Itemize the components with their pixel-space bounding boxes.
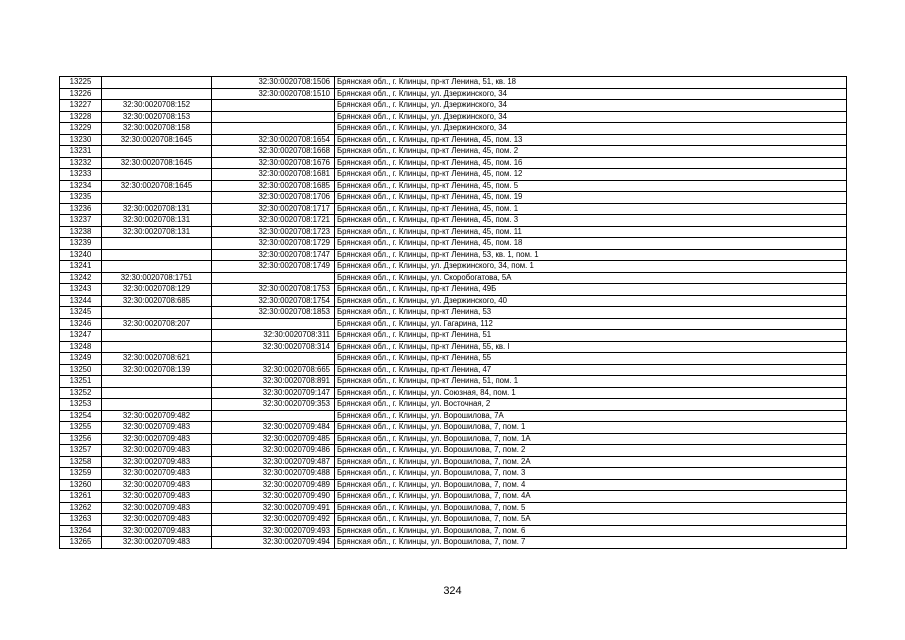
table-row bbox=[60, 123, 847, 135]
address-cell: Брянская обл., г. Клинцы, ул. Дзержинского, 34 bbox=[335, 123, 847, 135]
parent-cadastral-number-cell bbox=[102, 88, 212, 100]
table-row bbox=[60, 249, 847, 261]
table-body bbox=[60, 77, 847, 549]
parent-cadastral-number-cell: 32:30:0020708:129 bbox=[102, 284, 212, 296]
table-row bbox=[60, 479, 847, 491]
address-cell: Брянская обл., г. Клинцы, пр-кт Ленина, 55 bbox=[335, 353, 847, 365]
cadastral-number-cell: 32:30:0020709:485 bbox=[212, 433, 335, 445]
table-row bbox=[60, 525, 847, 537]
parent-cadastral-number-cell bbox=[102, 376, 212, 388]
address-cell: Брянская обл., г. Клинцы, пр-кт Ленина, 47 bbox=[335, 364, 847, 376]
table-row bbox=[60, 399, 847, 411]
address-cell: Брянская обл., г. Клинцы, пр-кт Ленина, 45, пом. 2 bbox=[335, 146, 847, 158]
parent-cadastral-number-cell: 32:30:0020708:1645 bbox=[102, 180, 212, 192]
row-number-cell: 13237 bbox=[60, 215, 102, 227]
address-cell: Брянская обл., г. Клинцы, пр-кт Ленина, 45, пом. 12 bbox=[335, 169, 847, 181]
page-number: 324 bbox=[443, 585, 462, 597]
cadastral-number-cell: 32:30:0020709:491 bbox=[212, 502, 335, 514]
cadastral-number-cell: 32:30:0020708:891 bbox=[212, 376, 335, 388]
parent-cadastral-number-cell: 32:30:0020708:131 bbox=[102, 215, 212, 227]
parent-cadastral-number-cell: 32:30:0020708:621 bbox=[102, 353, 212, 365]
parent-cadastral-number-cell: 32:30:0020709:483 bbox=[102, 422, 212, 434]
address-cell: Брянская обл., г. Клинцы, ул. Дзержинского, 34 bbox=[335, 100, 847, 112]
parent-cadastral-number-cell bbox=[102, 169, 212, 181]
row-number-cell: 13246 bbox=[60, 318, 102, 330]
cadastral-number-cell: 32:30:0020709:490 bbox=[212, 491, 335, 503]
table-row bbox=[60, 88, 847, 100]
parent-cadastral-number-cell: 32:30:0020709:483 bbox=[102, 433, 212, 445]
row-number-cell: 13260 bbox=[60, 479, 102, 491]
row-number-cell: 13229 bbox=[60, 123, 102, 135]
row-number-cell: 13264 bbox=[60, 525, 102, 537]
table-row bbox=[60, 514, 847, 526]
parent-cadastral-number-cell: 32:30:0020709:483 bbox=[102, 479, 212, 491]
parent-cadastral-number-cell: 32:30:0020709:483 bbox=[102, 456, 212, 468]
cadastral-number-cell: 32:30:0020708:1654 bbox=[212, 134, 335, 146]
address-cell: Брянская обл., г. Клинцы, пр-кт Ленина, 51, кв. 18 bbox=[335, 77, 847, 89]
parent-cadastral-number-cell: 32:30:0020709:483 bbox=[102, 514, 212, 526]
row-number-cell: 13234 bbox=[60, 180, 102, 192]
address-cell: Брянская обл., г. Клинцы, пр-кт Ленина, 45, пом. 3 bbox=[335, 215, 847, 227]
table-row bbox=[60, 330, 847, 342]
cadastral-number-cell: 32:30:0020708:1706 bbox=[212, 192, 335, 204]
table-row bbox=[60, 341, 847, 353]
cadastral-number-cell: 32:30:0020708:1506 bbox=[212, 77, 335, 89]
cadastral-number-cell: 32:30:0020708:1721 bbox=[212, 215, 335, 227]
row-number-cell: 13261 bbox=[60, 491, 102, 503]
parent-cadastral-number-cell: 32:30:0020708:158 bbox=[102, 123, 212, 135]
parent-cadastral-number-cell: 32:30:0020708:207 bbox=[102, 318, 212, 330]
address-cell: Брянская обл., г. Клинцы, пр-кт Ленина, 49Б bbox=[335, 284, 847, 296]
parent-cadastral-number-cell: 32:30:0020708:152 bbox=[102, 100, 212, 112]
row-number-cell: 13227 bbox=[60, 100, 102, 112]
cadastral-number-cell: 32:30:0020709:353 bbox=[212, 399, 335, 411]
address-cell: Брянская обл., г. Клинцы, ул. Дзержинского, 34 bbox=[335, 111, 847, 123]
table-row bbox=[60, 100, 847, 112]
table-row bbox=[60, 180, 847, 192]
parent-cadastral-number-cell: 32:30:0020708:131 bbox=[102, 226, 212, 238]
row-number-cell: 13250 bbox=[60, 364, 102, 376]
cadastral-number-cell: 32:30:0020708:1681 bbox=[212, 169, 335, 181]
row-number-cell: 13262 bbox=[60, 502, 102, 514]
parent-cadastral-number-cell bbox=[102, 146, 212, 158]
row-number-cell: 13230 bbox=[60, 134, 102, 146]
row-number-cell: 13239 bbox=[60, 238, 102, 250]
row-number-cell: 13226 bbox=[60, 88, 102, 100]
address-cell: Брянская обл., г. Клинцы, ул. Ворошилова, 7, пом. 2А bbox=[335, 456, 847, 468]
row-number-cell: 13257 bbox=[60, 445, 102, 457]
cadastral-number-cell: 32:30:0020709:493 bbox=[212, 525, 335, 537]
address-cell: Брянская обл., г. Клинцы, ул. Союзная, 84, пом. 1 bbox=[335, 387, 847, 399]
cadastral-number-cell bbox=[212, 123, 335, 135]
table-row bbox=[60, 295, 847, 307]
row-number-cell: 13265 bbox=[60, 537, 102, 549]
cadastral-number-cell bbox=[212, 353, 335, 365]
table-row bbox=[60, 272, 847, 284]
address-cell: Брянская обл., г. Клинцы, ул. Ворошилова, 7, пом. 7 bbox=[335, 537, 847, 549]
cadastral-number-cell bbox=[212, 100, 335, 112]
parent-cadastral-number-cell: 32:30:0020709:483 bbox=[102, 537, 212, 549]
row-number-cell: 13252 bbox=[60, 387, 102, 399]
table-row bbox=[60, 134, 847, 146]
address-cell: Брянская обл., г. Клинцы, ул. Ворошилова, 7, пом. 5 bbox=[335, 502, 847, 514]
address-cell: Брянская обл., г. Клинцы, пр-кт Ленина, 45, пом. 11 bbox=[335, 226, 847, 238]
parent-cadastral-number-cell: 32:30:0020708:153 bbox=[102, 111, 212, 123]
row-number-cell: 13233 bbox=[60, 169, 102, 181]
parent-cadastral-number-cell: 32:30:0020709:483 bbox=[102, 491, 212, 503]
row-number-cell: 13243 bbox=[60, 284, 102, 296]
table-row bbox=[60, 284, 847, 296]
address-cell: Брянская обл., г. Клинцы, пр-кт Ленина, 55, кв. I bbox=[335, 341, 847, 353]
table-row bbox=[60, 261, 847, 273]
row-number-cell: 13255 bbox=[60, 422, 102, 434]
table-row bbox=[60, 226, 847, 238]
parent-cadastral-number-cell: 32:30:0020708:139 bbox=[102, 364, 212, 376]
cadastral-number-cell: 32:30:0020708:1676 bbox=[212, 157, 335, 169]
parent-cadastral-number-cell bbox=[102, 192, 212, 204]
table-row bbox=[60, 387, 847, 399]
table-row bbox=[60, 410, 847, 422]
table-row bbox=[60, 215, 847, 227]
parent-cadastral-number-cell bbox=[102, 261, 212, 273]
parent-cadastral-number-cell: 32:30:0020709:483 bbox=[102, 502, 212, 514]
parent-cadastral-number-cell bbox=[102, 238, 212, 250]
table-row bbox=[60, 111, 847, 123]
address-cell: Брянская обл., г. Клинцы, ул. Дзержинского, 34 bbox=[335, 88, 847, 100]
address-cell: Брянская обл., г. Клинцы, пр-кт Ленина, 45, пом. 1 bbox=[335, 203, 847, 215]
cadastral-number-cell: 32:30:0020708:1685 bbox=[212, 180, 335, 192]
address-cell: Брянская обл., г. Клинцы, пр-кт Ленина, 45, пом. 13 bbox=[335, 134, 847, 146]
row-number-cell: 13248 bbox=[60, 341, 102, 353]
cadastral-number-cell: 32:30:0020708:1749 bbox=[212, 261, 335, 273]
row-number-cell: 13235 bbox=[60, 192, 102, 204]
cadastral-number-cell: 32:30:0020708:1717 bbox=[212, 203, 335, 215]
cadastral-number-cell bbox=[212, 111, 335, 123]
address-cell: Брянская обл., г. Клинцы, ул. Восточная, 2 bbox=[335, 399, 847, 411]
row-number-cell: 13259 bbox=[60, 468, 102, 480]
cadastral-number-cell: 32:30:0020708:1668 bbox=[212, 146, 335, 158]
table-row bbox=[60, 307, 847, 319]
row-number-cell: 13236 bbox=[60, 203, 102, 215]
cadastral-number-cell: 32:30:0020709:488 bbox=[212, 468, 335, 480]
cadastral-number-cell: 32:30:0020708:1510 bbox=[212, 88, 335, 100]
table-row bbox=[60, 203, 847, 215]
parent-cadastral-number-cell bbox=[102, 341, 212, 353]
table-row bbox=[60, 318, 847, 330]
address-cell: Брянская обл., г. Клинцы, пр-кт Ленина, 45, пом. 19 bbox=[335, 192, 847, 204]
row-number-cell: 13247 bbox=[60, 330, 102, 342]
table-row bbox=[60, 376, 847, 388]
cadastral-number-cell: 32:30:0020709:494 bbox=[212, 537, 335, 549]
parent-cadastral-number-cell: 32:30:0020708:1645 bbox=[102, 134, 212, 146]
address-cell: Брянская обл., г. Клинцы, ул. Ворошилова, 7А bbox=[335, 410, 847, 422]
cadastral-number-cell: 32:30:0020709:486 bbox=[212, 445, 335, 457]
parent-cadastral-number-cell bbox=[102, 249, 212, 261]
cadastral-number-cell: 32:30:0020709:487 bbox=[212, 456, 335, 468]
address-cell: Брянская обл., г. Клинцы, ул. Скоробогатова, 5А bbox=[335, 272, 847, 284]
address-cell: Брянская обл., г. Клинцы, ул. Ворошилова, 7, пом. 4 bbox=[335, 479, 847, 491]
row-number-cell: 13256 bbox=[60, 433, 102, 445]
parent-cadastral-number-cell bbox=[102, 330, 212, 342]
row-number-cell: 13232 bbox=[60, 157, 102, 169]
table-row bbox=[60, 433, 847, 445]
address-cell: Брянская обл., г. Клинцы, пр-кт Ленина, 45, пом. 16 bbox=[335, 157, 847, 169]
parent-cadastral-number-cell: 32:30:0020709:482 bbox=[102, 410, 212, 422]
row-number-cell: 13241 bbox=[60, 261, 102, 273]
row-number-cell: 13249 bbox=[60, 353, 102, 365]
address-cell: Брянская обл., г. Клинцы, пр-кт Ленина, 51 bbox=[335, 330, 847, 342]
address-cell: Брянская обл., г. Клинцы, ул. Ворошилова, 7, пом. 5А bbox=[335, 514, 847, 526]
cadastral-number-cell: 32:30:0020708:1729 bbox=[212, 238, 335, 250]
parent-cadastral-number-cell: 32:30:0020709:483 bbox=[102, 525, 212, 537]
table-row bbox=[60, 192, 847, 204]
cadastral-number-cell: 32:30:0020709:484 bbox=[212, 422, 335, 434]
row-number-cell: 13258 bbox=[60, 456, 102, 468]
address-cell: Брянская обл., г. Клинцы, пр-кт Ленина, 45, пом. 5 bbox=[335, 180, 847, 192]
address-cell: Брянская обл., г. Клинцы, пр-кт Ленина, 53 bbox=[335, 307, 847, 319]
parent-cadastral-number-cell bbox=[102, 387, 212, 399]
address-cell: Брянская обл., г. Клинцы, ул. Дзержинского, 34, пом. 1 bbox=[335, 261, 847, 273]
cadastral-number-cell: 32:30:0020708:1753 bbox=[212, 284, 335, 296]
table-row bbox=[60, 353, 847, 365]
row-number-cell: 13244 bbox=[60, 295, 102, 307]
parent-cadastral-number-cell: 32:30:0020708:1751 bbox=[102, 272, 212, 284]
parent-cadastral-number-cell: 32:30:0020708:1645 bbox=[102, 157, 212, 169]
address-cell: Брянская обл., г. Клинцы, ул. Гагарина, 112 bbox=[335, 318, 847, 330]
address-cell: Брянская обл., г. Клинцы, ул. Дзержинского, 40 bbox=[335, 295, 847, 307]
cadastral-number-cell bbox=[212, 410, 335, 422]
table-row bbox=[60, 491, 847, 503]
row-number-cell: 13253 bbox=[60, 399, 102, 411]
address-cell: Брянская обл., г. Клинцы, ул. Ворошилова, 7, пом. 2 bbox=[335, 445, 847, 457]
cadastral-number-cell: 32:30:0020708:311 bbox=[212, 330, 335, 342]
table-row bbox=[60, 468, 847, 480]
parent-cadastral-number-cell: 32:30:0020709:483 bbox=[102, 445, 212, 457]
table-row bbox=[60, 77, 847, 89]
cadastral-number-cell: 32:30:0020708:1754 bbox=[212, 295, 335, 307]
row-number-cell: 13240 bbox=[60, 249, 102, 261]
row-number-cell: 13228 bbox=[60, 111, 102, 123]
row-number-cell: 13245 bbox=[60, 307, 102, 319]
parent-cadastral-number-cell bbox=[102, 307, 212, 319]
address-cell: Брянская обл., г. Клинцы, пр-кт Ленина, 53, кв. 1, пом. 1 bbox=[335, 249, 847, 261]
cadastral-number-cell: 32:30:0020708:1747 bbox=[212, 249, 335, 261]
parent-cadastral-number-cell: 32:30:0020708:131 bbox=[102, 203, 212, 215]
table-row bbox=[60, 364, 847, 376]
row-number-cell: 13238 bbox=[60, 226, 102, 238]
parent-cadastral-number-cell bbox=[102, 77, 212, 89]
table-row bbox=[60, 157, 847, 169]
cadastral-number-cell: 32:30:0020708:1723 bbox=[212, 226, 335, 238]
parent-cadastral-number-cell: 32:30:0020708:685 bbox=[102, 295, 212, 307]
parent-cadastral-number-cell: 32:30:0020709:483 bbox=[102, 468, 212, 480]
cadastral-table bbox=[59, 76, 847, 549]
row-number-cell: 13251 bbox=[60, 376, 102, 388]
table-row bbox=[60, 502, 847, 514]
address-cell: Брянская обл., г. Клинцы, пр-кт Ленина, 51, пом. 1 bbox=[335, 376, 847, 388]
address-cell: Брянская обл., г. Клинцы, ул. Ворошилова, 7, пом. 4А bbox=[335, 491, 847, 503]
cadastral-number-cell: 32:30:0020708:314 bbox=[212, 341, 335, 353]
table-row bbox=[60, 238, 847, 250]
address-cell: Брянская обл., г. Клинцы, пр-кт Ленина, 45, пом. 18 bbox=[335, 238, 847, 250]
cadastral-number-cell bbox=[212, 318, 335, 330]
table-row bbox=[60, 445, 847, 457]
table-row bbox=[60, 537, 847, 549]
cadastral-number-cell: 32:30:0020708:665 bbox=[212, 364, 335, 376]
table-row bbox=[60, 169, 847, 181]
row-number-cell: 13225 bbox=[60, 77, 102, 89]
table-row bbox=[60, 146, 847, 158]
row-number-cell: 13242 bbox=[60, 272, 102, 284]
cadastral-number-cell: 32:30:0020708:1853 bbox=[212, 307, 335, 319]
table-row bbox=[60, 456, 847, 468]
cadastral-number-cell: 32:30:0020709:147 bbox=[212, 387, 335, 399]
row-number-cell: 13254 bbox=[60, 410, 102, 422]
cadastral-number-cell: 32:30:0020709:489 bbox=[212, 479, 335, 491]
address-cell: Брянская обл., г. Клинцы, ул. Ворошилова, 7, пом. 3 bbox=[335, 468, 847, 480]
address-cell: Брянская обл., г. Клинцы, ул. Ворошилова, 7, пом. 1А bbox=[335, 433, 847, 445]
address-cell: Брянская обл., г. Клинцы, ул. Ворошилова, 7, пом. 6 bbox=[335, 525, 847, 537]
parent-cadastral-number-cell bbox=[102, 399, 212, 411]
row-number-cell: 13263 bbox=[60, 514, 102, 526]
row-number-cell: 13231 bbox=[60, 146, 102, 158]
cadastral-number-cell: 32:30:0020709:492 bbox=[212, 514, 335, 526]
address-cell: Брянская обл., г. Клинцы, ул. Ворошилова, 7, пом. 1 bbox=[335, 422, 847, 434]
cadastral-number-cell bbox=[212, 272, 335, 284]
table-row bbox=[60, 422, 847, 434]
